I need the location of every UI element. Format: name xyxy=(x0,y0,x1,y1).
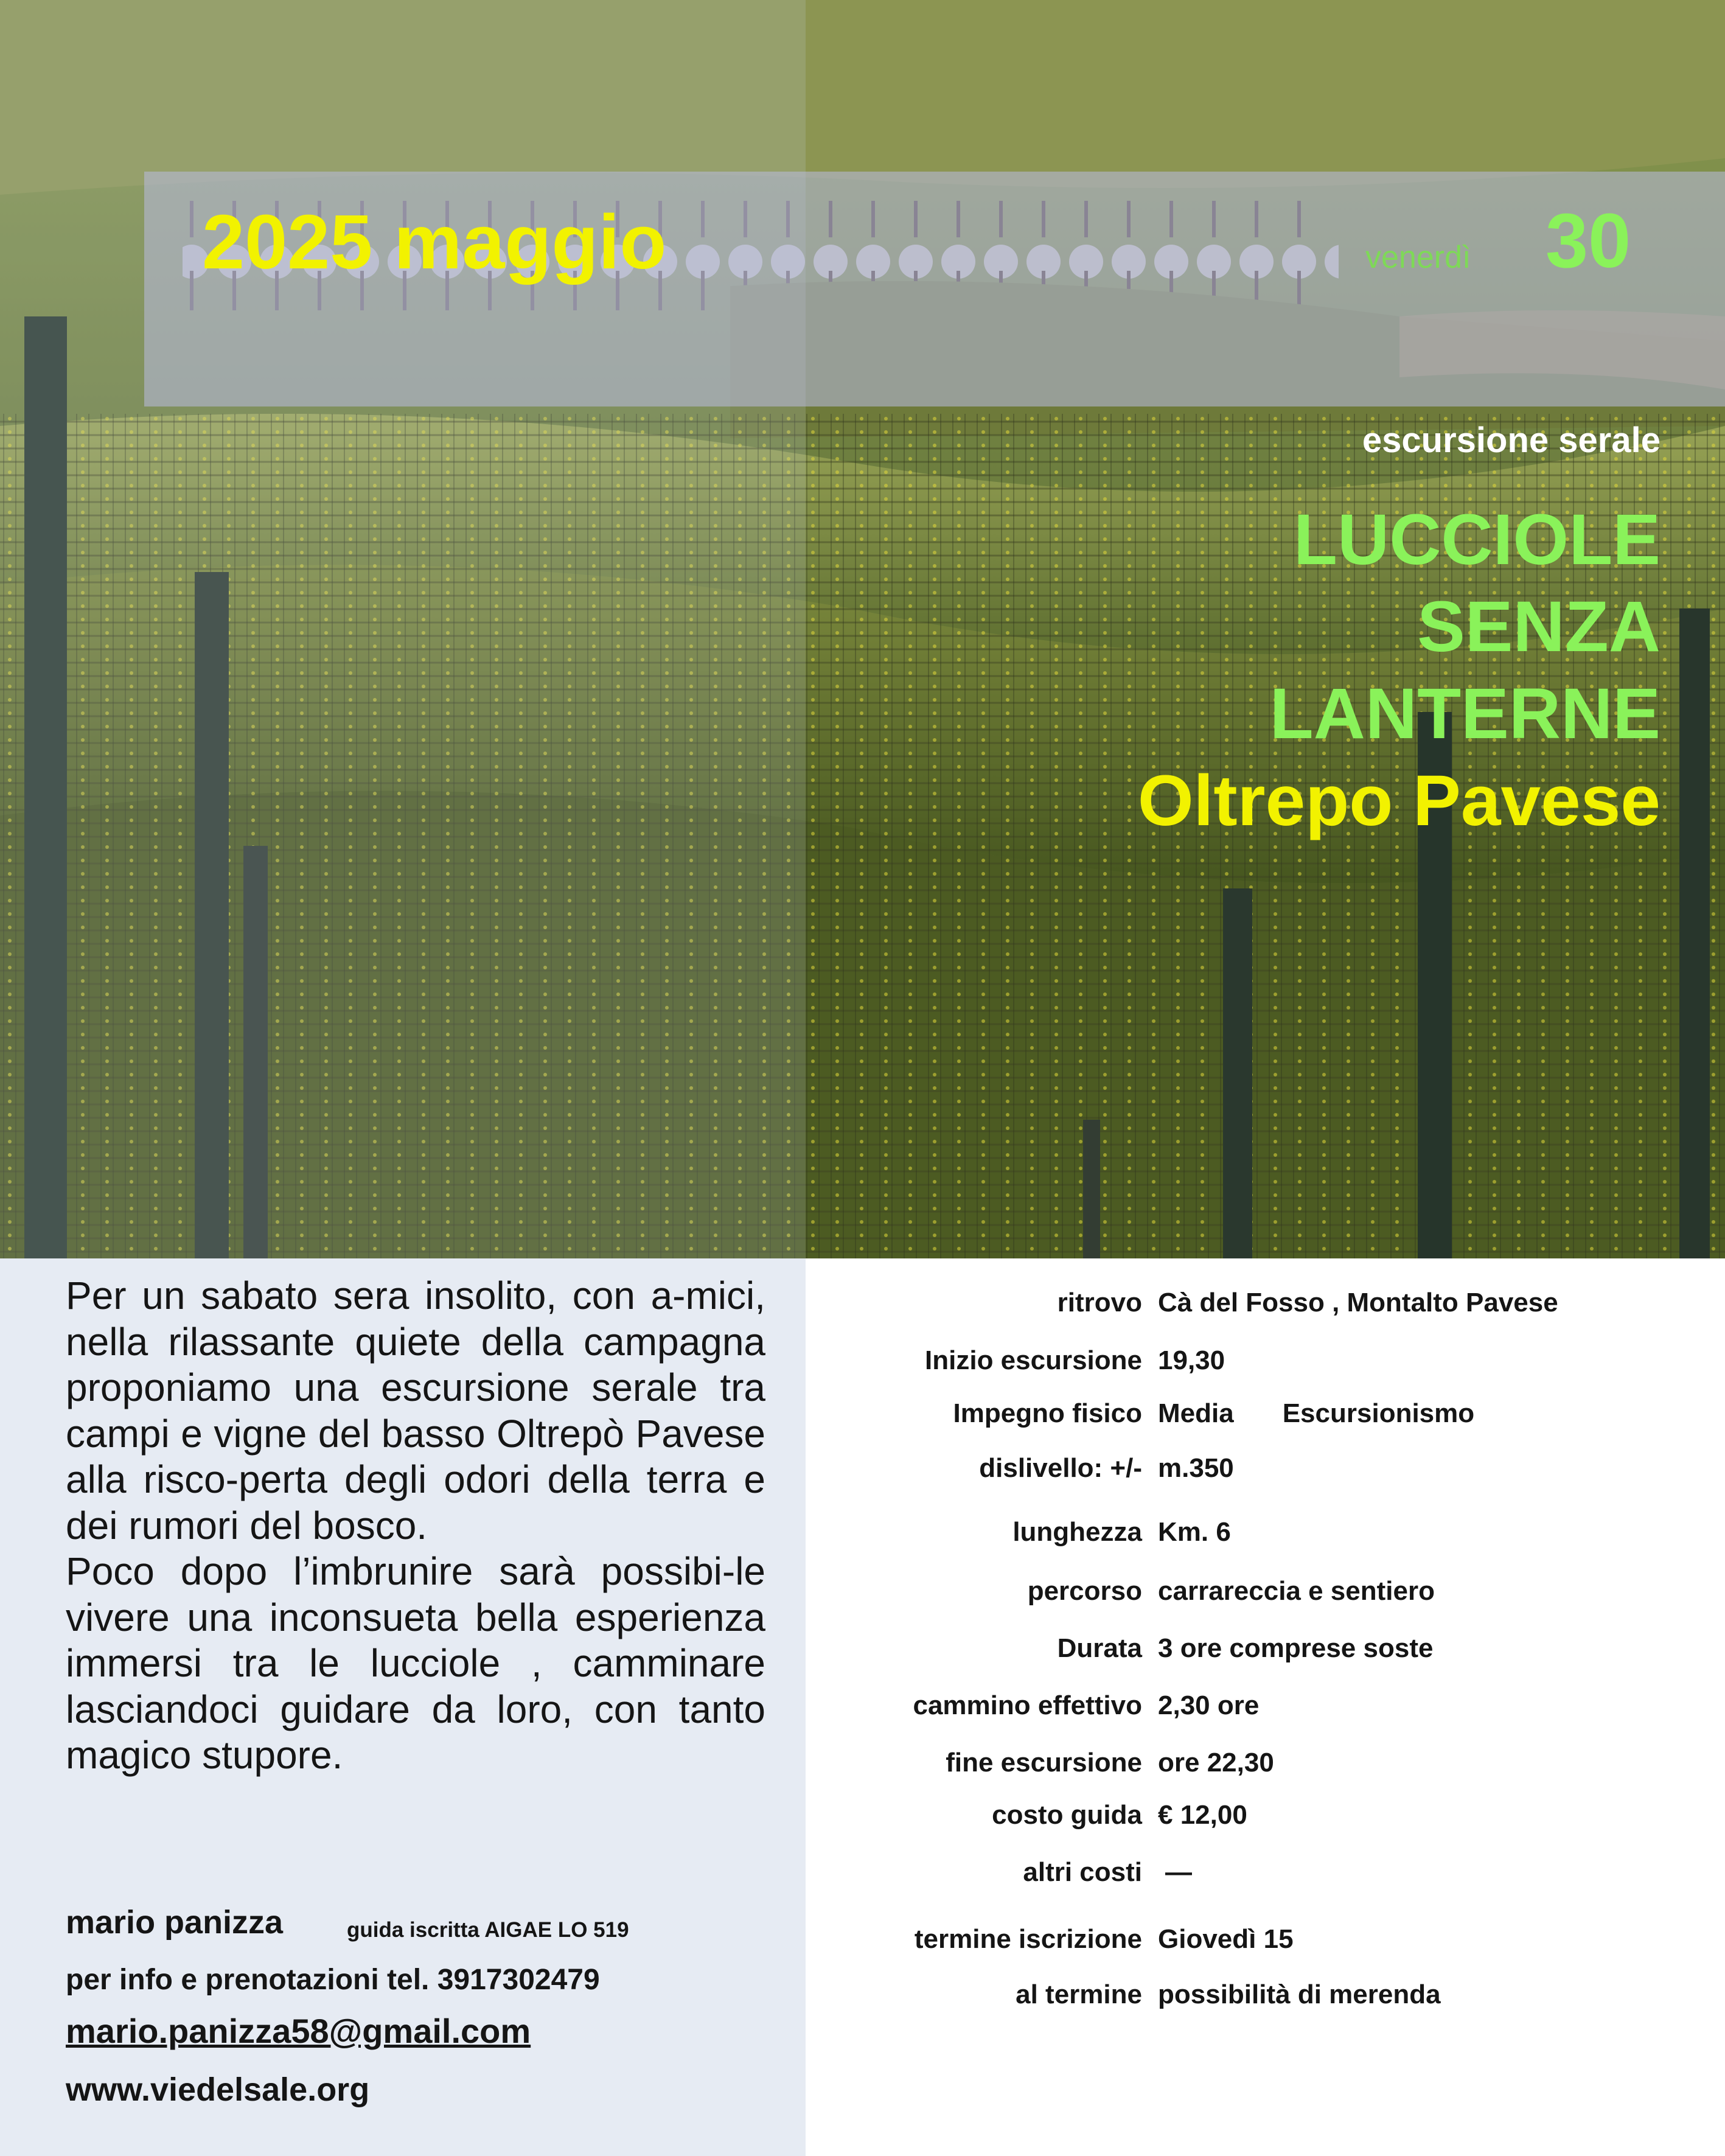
detail-label: fine escursione xyxy=(946,1748,1142,1777)
detail-value: carrareccia e sentiero xyxy=(1158,1576,1435,1606)
booking-info: per info e prenotazioni tel. 3917302479 xyxy=(66,1964,600,1996)
detail-value: ore 22,30 xyxy=(1158,1748,1274,1777)
detail-label: termine iscrizione xyxy=(914,1924,1142,1954)
detail-value: € 12,00 xyxy=(1158,1800,1247,1830)
description-paragraph: Per un sabato sera insolito, con a-mici, nella rilassante quiete della campagna proponiamo una escursione serale tra campi e vigne del basso Oltrepò Pavese alla risco-perta degli odori della terra e dei rumori del bosco. xyxy=(66,1274,765,1547)
detail-value: Media xyxy=(1158,1398,1234,1428)
detail-label: al termine xyxy=(1016,1980,1142,2009)
event-title-line: LUCCIOLE xyxy=(1293,500,1661,580)
website-link[interactable]: www.viedelsale.org xyxy=(66,2071,370,2108)
detail-label: Impegno fisico xyxy=(953,1398,1142,1428)
event-title xyxy=(1138,497,1661,845)
detail-value: — xyxy=(1165,1857,1192,1887)
detail-value: Km. 6 xyxy=(1158,1517,1231,1547)
detail-value: 3 ore comprese soste xyxy=(1158,1633,1434,1663)
detail-value: possibilità di merenda xyxy=(1158,1980,1441,2009)
detail-label: ritrovo xyxy=(1057,1288,1142,1317)
detail-label: Durata xyxy=(1057,1633,1142,1663)
detail-label: lunghezza xyxy=(1012,1517,1142,1547)
detail-value-group xyxy=(1158,1398,1474,1429)
detail-value: 19,30 xyxy=(1158,1345,1225,1375)
description-paragraph: Poco dopo l’imbrunire sarà possibi-le vivere una inconsueta bella esperienza immersi tra le lucciole , camminare lasciandoci guidare da loro, con tanto magico stupore. xyxy=(66,1549,765,1777)
detail-label: altri costi xyxy=(1023,1857,1142,1887)
detail-value: 2,30 ore xyxy=(1158,1690,1260,1720)
detail-value: m.350 xyxy=(1158,1453,1234,1483)
event-month: 2025 maggio xyxy=(202,199,667,285)
detail-value: Cà del Fosso , Montalto Pavese xyxy=(1158,1288,1558,1317)
detail-value: Giovedì 15 xyxy=(1158,1924,1294,1954)
detail-label: Inizio escursione xyxy=(925,1345,1142,1375)
event-place: Oltrepo Pavese xyxy=(1137,761,1661,841)
event-description xyxy=(66,1273,765,1779)
detail-value-secondary: Escursionismo xyxy=(1282,1398,1475,1428)
detail-label: cammino effettivo xyxy=(913,1690,1142,1720)
event-day: 30 xyxy=(1546,198,1631,284)
guide-name: mario panizza xyxy=(66,1904,284,1941)
event-type: escursione serale xyxy=(1362,420,1661,460)
detail-label: costo guida xyxy=(992,1800,1142,1830)
guide-registration: guida iscritta AIGAE LO 519 xyxy=(347,1918,629,1942)
event-title-line: LANTERNE xyxy=(1269,674,1661,754)
contact-email-link[interactable]: mario.panizza58@gmail.com xyxy=(66,2012,531,2050)
event-weekday: venerdì xyxy=(1365,240,1471,275)
event-title-line: SENZA xyxy=(1417,587,1661,667)
detail-label: dislivello: +/- xyxy=(979,1453,1142,1483)
detail-label: percorso xyxy=(1027,1576,1142,1606)
